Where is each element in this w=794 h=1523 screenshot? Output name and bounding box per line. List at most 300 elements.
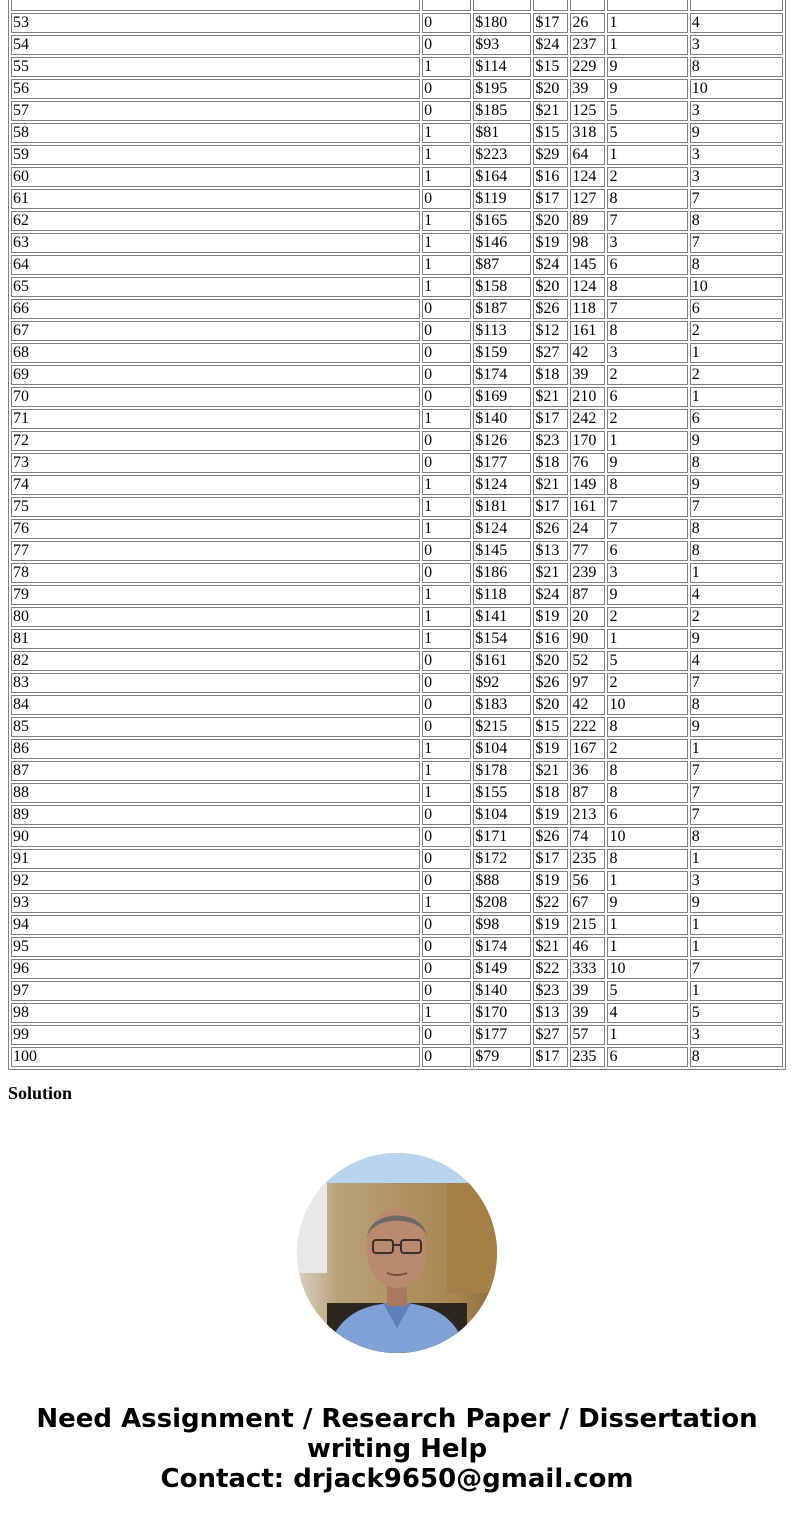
table-cell: 1 [422, 123, 471, 143]
table-cell: 100 [11, 1047, 420, 1067]
table-cell: 77 [570, 541, 605, 561]
table-row [11, 761, 783, 781]
table-cell: $23 [533, 981, 568, 1001]
table-cell: 0 [422, 387, 471, 407]
table-cell: 6 [690, 299, 783, 319]
table-cell: 149 [570, 475, 605, 495]
table-cell: $16 [533, 167, 568, 187]
table-row [11, 959, 783, 979]
table-cell: 87 [570, 585, 605, 605]
table-row [11, 211, 783, 231]
table-cell: $24 [533, 585, 568, 605]
table-row [11, 145, 783, 165]
table-cell: 0 [422, 805, 471, 825]
author-avatar [297, 1153, 497, 1353]
table-row [11, 277, 783, 297]
table-cell: 57 [570, 1025, 605, 1045]
table-cell: $174 [473, 937, 531, 957]
table-cell: 59 [11, 145, 420, 165]
table-cell: 88 [11, 783, 420, 803]
person-photo-icon [297, 1153, 497, 1353]
table-cell: $171 [473, 827, 531, 847]
table-cell: $208 [473, 893, 531, 913]
table-cell: 69 [11, 365, 420, 385]
table-cell: 84 [11, 695, 420, 715]
table-row [11, 409, 783, 429]
table-row [11, 541, 783, 561]
table-cell: 70 [11, 387, 420, 407]
table-cell: 0 [422, 915, 471, 935]
table-cell: $26 [533, 673, 568, 693]
table-cell: 8 [690, 453, 783, 473]
table-cell: $140 [473, 409, 531, 429]
table-cell: 7 [607, 211, 687, 231]
table-cell: 67 [570, 893, 605, 913]
table-cell: 95 [11, 937, 420, 957]
table-cell: 0 [422, 79, 471, 99]
table-cell: 1 [607, 145, 687, 165]
promo-line-2: writing Help [306, 1434, 488, 1464]
table-cell: $177 [473, 453, 531, 473]
table-cell: 333 [570, 959, 605, 979]
table-cell: $20 [533, 277, 568, 297]
table-cell: 0 [422, 13, 471, 33]
table-cell: 6 [607, 255, 687, 275]
promo-banner [0, 1404, 794, 1494]
table-cell: 1 [422, 233, 471, 253]
table-cell: 0 [422, 365, 471, 385]
table-cell: 4 [690, 13, 783, 33]
table-cell: $146 [473, 233, 531, 253]
table-cell: $15 [533, 717, 568, 737]
table-cell: 8 [607, 783, 687, 803]
table-cell: 125 [570, 101, 605, 121]
table-cell: $159 [473, 343, 531, 363]
table-cell: 89 [570, 211, 605, 231]
table-cell: 8 [607, 761, 687, 781]
table-cell: 7 [690, 673, 783, 693]
table-cell: $104 [473, 805, 531, 825]
table-cell: 222 [570, 717, 605, 737]
table-cell: 64 [11, 255, 420, 275]
table-row [11, 475, 783, 495]
table-cell: 67 [11, 321, 420, 341]
table-cell: $18 [533, 783, 568, 803]
table-cell: 1 [607, 937, 687, 957]
table-cell: $17 [533, 13, 568, 33]
table-cell: 9 [690, 431, 783, 451]
table-cell: 237 [570, 35, 605, 55]
table-cell: $24 [533, 255, 568, 275]
table-cell: $215 [473, 717, 531, 737]
table-cell: $149 [473, 959, 531, 979]
table-cell: 0 [422, 541, 471, 561]
table-cell: 9 [607, 893, 687, 913]
table-cell: 57 [11, 101, 420, 121]
table-cell: 8 [690, 695, 783, 715]
table-cell: $12 [533, 321, 568, 341]
table-row [11, 937, 783, 957]
table-cell: 5 [607, 651, 687, 671]
table-cell: $181 [473, 497, 531, 517]
table-cell: 98 [570, 233, 605, 253]
table-row [11, 299, 783, 319]
table-cell: 8 [690, 519, 783, 539]
table-cell: $19 [533, 871, 568, 891]
table-cell: 96 [11, 959, 420, 979]
table-cell: 3 [690, 871, 783, 891]
table-cell: $19 [533, 607, 568, 627]
table-cell: $21 [533, 937, 568, 957]
table-cell: 9 [690, 717, 783, 737]
table-row [11, 805, 783, 825]
table-cell: 85 [11, 717, 420, 737]
table-cell: 3 [607, 233, 687, 253]
table-cell: 56 [570, 871, 605, 891]
table-cell: $223 [473, 145, 531, 165]
table-cell: 39 [570, 981, 605, 1001]
table-cell: 5 [690, 1003, 783, 1023]
table-cell: $26 [533, 827, 568, 847]
table-row [11, 387, 783, 407]
table-row [11, 717, 783, 737]
table-cell: 1 [422, 783, 471, 803]
table-cell: $186 [473, 563, 531, 583]
table-cell: 39 [570, 1003, 605, 1023]
table-cell: $18 [533, 453, 568, 473]
table-cell: 1 [422, 519, 471, 539]
table-cell: 7 [690, 233, 783, 253]
table-cell: $19 [533, 233, 568, 253]
table-cell: $17 [533, 189, 568, 209]
table-row [11, 321, 783, 341]
table-cell: 0 [422, 827, 471, 847]
table-cell: 74 [11, 475, 420, 495]
table-cell: 1 [422, 629, 471, 649]
table-cell: $20 [533, 79, 568, 99]
table-cell: $141 [473, 607, 531, 627]
table-cell: 0 [422, 321, 471, 341]
table-cell: $119 [473, 189, 531, 209]
table-cell: 4 [690, 651, 783, 671]
table-cell: 124 [570, 167, 605, 187]
table-cell: 9 [690, 893, 783, 913]
table-cell: $27 [533, 343, 568, 363]
table-cell: 0 [422, 717, 471, 737]
table-cell: $15 [533, 123, 568, 143]
table-cell: $180 [473, 13, 531, 33]
table-cell: 6 [607, 805, 687, 825]
table-row [11, 519, 783, 539]
table-cell: 2 [607, 739, 687, 759]
table-cell: 1 [422, 893, 471, 913]
table-row [11, 13, 783, 33]
table-cell: $17 [533, 849, 568, 869]
table-row [11, 189, 783, 209]
table-cell: 0 [422, 981, 471, 1001]
table-cell: $145 [473, 541, 531, 561]
table-cell: 2 [607, 409, 687, 429]
table-cell: 83 [11, 673, 420, 693]
table-cell: 87 [570, 783, 605, 803]
table-cell: $17 [533, 497, 568, 517]
table-row [11, 871, 783, 891]
table-cell: 24 [570, 519, 605, 539]
table-cell: 1 [422, 475, 471, 495]
table-cell: $170 [473, 1003, 531, 1023]
table-cell: $21 [533, 387, 568, 407]
table-cell: 0 [422, 959, 471, 979]
table-cell: 8 [690, 255, 783, 275]
table-cell: 91 [11, 849, 420, 869]
table-cell: $27 [533, 1025, 568, 1045]
table-cell: 318 [570, 123, 605, 143]
table-cell: 72 [11, 431, 420, 451]
table-cell: 3 [690, 1025, 783, 1045]
table-cell: 10 [607, 959, 687, 979]
table-cell: 6 [690, 409, 783, 429]
table-cell: 9 [607, 453, 687, 473]
table-cell: 42 [570, 695, 605, 715]
table-cell: $126 [473, 431, 531, 451]
table-cell: $124 [473, 475, 531, 495]
table-cell: 10 [690, 79, 783, 99]
table-cell: $124 [473, 519, 531, 539]
table-cell: 1 [422, 585, 471, 605]
table-cell: 8 [607, 277, 687, 297]
table-cell: 74 [570, 827, 605, 847]
table-cell: $19 [533, 805, 568, 825]
table-cell: $22 [533, 959, 568, 979]
table-row [11, 849, 783, 869]
table-row [11, 167, 783, 187]
table-cell: 78 [11, 563, 420, 583]
table-row [11, 1003, 783, 1023]
table-cell: 118 [570, 299, 605, 319]
table-cell: 1 [422, 277, 471, 297]
table-row [11, 1047, 783, 1067]
table-cell: 65 [11, 277, 420, 297]
table-cell: $17 [533, 1047, 568, 1067]
table-cell: 235 [570, 849, 605, 869]
table-cell: 76 [570, 453, 605, 473]
table-cell: 61 [11, 189, 420, 209]
table-row [11, 497, 783, 517]
table-cell: 2 [690, 365, 783, 385]
table-row [11, 673, 783, 693]
table-cell: 87 [11, 761, 420, 781]
table-cell: 235 [570, 1047, 605, 1067]
table-row [11, 453, 783, 473]
table-cell: 167 [570, 739, 605, 759]
table-cell: 0 [422, 563, 471, 583]
table-cell: $26 [533, 519, 568, 539]
table-cell: 2 [607, 167, 687, 187]
table-cell: 7 [690, 189, 783, 209]
table-cell: $92 [473, 673, 531, 693]
table-cell: $24 [533, 35, 568, 55]
table-cell: 1 [690, 937, 783, 957]
table-cell: 39 [570, 79, 605, 99]
table-cell: 1 [607, 871, 687, 891]
table-cell: $16 [533, 629, 568, 649]
table-cell: $187 [473, 299, 531, 319]
table-cell: 1 [422, 211, 471, 231]
table-cell: $158 [473, 277, 531, 297]
table-cell: $118 [473, 585, 531, 605]
table-row [11, 563, 783, 583]
table-cell: $26 [533, 299, 568, 319]
table-cell: 0 [422, 937, 471, 957]
table-cell: 7 [607, 519, 687, 539]
table-cell: 53 [11, 13, 420, 33]
table-cell: 1 [607, 1025, 687, 1045]
table-cell: 170 [570, 431, 605, 451]
table-cell: 4 [690, 585, 783, 605]
table-cell: 0 [422, 299, 471, 319]
table-cell: 60 [11, 167, 420, 187]
table-cell: 82 [11, 651, 420, 671]
table-cell: 1 [690, 739, 783, 759]
table-cell: 55 [11, 57, 420, 77]
table-cell: 9 [607, 585, 687, 605]
table-cell: 2 [607, 607, 687, 627]
table-cell: 92 [11, 871, 420, 891]
table-cell: 0 [422, 1025, 471, 1045]
table-cell: $21 [533, 101, 568, 121]
table-cell: 6 [607, 541, 687, 561]
table-cell: 1 [422, 255, 471, 275]
table-cell: 3 [690, 101, 783, 121]
table-cell: 76 [11, 519, 420, 539]
table-cell: 63 [11, 233, 420, 253]
table-cell: 42 [570, 343, 605, 363]
table-cell: 97 [11, 981, 420, 1001]
table-cell: $164 [473, 167, 531, 187]
table-cell: 0 [422, 343, 471, 363]
table-cell: 73 [11, 453, 420, 473]
table-cell: 2 [690, 607, 783, 627]
table-cell: 213 [570, 805, 605, 825]
table-cell: $93 [473, 35, 531, 55]
table-cell: 0 [422, 189, 471, 209]
solution-heading: Solution [8, 1083, 73, 1103]
table-row [11, 695, 783, 715]
table-cell: 8 [690, 1047, 783, 1067]
table-cell: 1 [422, 145, 471, 165]
table-cell: 54 [11, 35, 420, 55]
table-cell: 124 [570, 277, 605, 297]
table-cell: 9 [607, 57, 687, 77]
table-cell: 3 [607, 563, 687, 583]
table-cell: 8 [607, 717, 687, 737]
table-cell: 58 [11, 123, 420, 143]
table-cell: 7 [690, 805, 783, 825]
table-cell: 36 [570, 761, 605, 781]
table-cell: 145 [570, 255, 605, 275]
table-row [11, 915, 783, 935]
table-cell: 80 [11, 607, 420, 627]
table-cell: 86 [11, 739, 420, 759]
table-cell: 1 [422, 761, 471, 781]
table-cell: 0 [422, 453, 471, 473]
table-cell: 4 [607, 1003, 687, 1023]
table-cell: $169 [473, 387, 531, 407]
table-cell: 161 [570, 497, 605, 517]
table-cell: 81 [11, 629, 420, 649]
table-cell: 127 [570, 189, 605, 209]
table-cell: $87 [473, 255, 531, 275]
table-cell: 0 [422, 651, 471, 671]
table-row [11, 827, 783, 847]
table-cell: 161 [570, 321, 605, 341]
table-cell: 62 [11, 211, 420, 231]
table-cell: $185 [473, 101, 531, 121]
table-cell: 3 [607, 343, 687, 363]
table-cell: 1 [607, 915, 687, 935]
table-cell: 8 [690, 827, 783, 847]
table-cell: 2 [690, 321, 783, 341]
table-cell: 0 [422, 695, 471, 715]
table-row-partial [11, 0, 783, 11]
table-cell: 66 [11, 299, 420, 319]
table-cell: 3 [690, 35, 783, 55]
table-cell: $81 [473, 123, 531, 143]
table-cell: 0 [422, 1047, 471, 1067]
table-row [11, 255, 783, 275]
table-cell: 9 [690, 123, 783, 143]
table-cell: $183 [473, 695, 531, 715]
table-cell: 1 [607, 35, 687, 55]
table-cell: 7 [607, 497, 687, 517]
table-cell: 1 [422, 607, 471, 627]
table-cell: $155 [473, 783, 531, 803]
table-cell: 97 [570, 673, 605, 693]
table-cell: 0 [422, 431, 471, 451]
table-cell: 46 [570, 937, 605, 957]
table-cell: 10 [690, 277, 783, 297]
table-cell: 9 [690, 629, 783, 649]
table-cell: 7 [690, 497, 783, 517]
table-cell: $174 [473, 365, 531, 385]
table-cell: 0 [422, 871, 471, 891]
table-cell: 99 [11, 1025, 420, 1045]
table-cell: 71 [11, 409, 420, 429]
table-row [11, 893, 783, 913]
table-cell: 0 [422, 101, 471, 121]
table-cell: 8 [690, 211, 783, 231]
table-cell: 210 [570, 387, 605, 407]
table-cell: $29 [533, 145, 568, 165]
table-row [11, 739, 783, 759]
table-cell: 1 [690, 981, 783, 1001]
table-cell: 215 [570, 915, 605, 935]
table-cell: 89 [11, 805, 420, 825]
table-cell: 5 [607, 981, 687, 1001]
table-cell: $172 [473, 849, 531, 869]
table-cell: 26 [570, 13, 605, 33]
table-cell: 242 [570, 409, 605, 429]
table-row [11, 1025, 783, 1045]
table-row [11, 629, 783, 649]
data-table-container [8, 0, 786, 1070]
table-cell: 7 [690, 783, 783, 803]
table-cell: 1 [607, 629, 687, 649]
table-cell: $13 [533, 1003, 568, 1023]
table-row [11, 365, 783, 385]
table-cell: $177 [473, 1025, 531, 1045]
table-cell: $20 [533, 695, 568, 715]
